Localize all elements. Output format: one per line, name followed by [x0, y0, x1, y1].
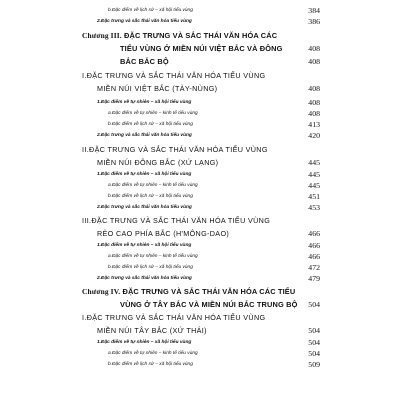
toc-chapter-entry [0, 285, 400, 298]
toc-entry-title: 1.Đặc điểm về tự nhiên – xã hội tiểu vùng [97, 100, 192, 105]
toc-chapter-entry [0, 29, 400, 42]
toc-entry-title: 1.Đặc điểm về tự nhiên – xã hội tiểu vùng [97, 243, 192, 248]
toc-page-number: 472 [308, 263, 320, 272]
toc-entry-title: b.Đặc điểm về lịch sử – xã hội tiểu vùng [108, 122, 193, 127]
toc-chapter-heading [82, 29, 277, 42]
toc-page-number: 466 [308, 241, 320, 250]
toc-entry-title: MIỀN NÚI TÂY BẮC (XỨ THÁI) [97, 326, 207, 335]
toc-page-number: 420 [308, 131, 320, 140]
toc-page-number: 445 [308, 158, 320, 167]
toc-chapter-entry-continued [0, 42, 400, 55]
toc-chapter-title: ĐẶC TRƯNG VÀ SẮC THÁI VĂN HÓA CÁC TIỂU [120, 287, 296, 296]
toc-entry-title: TIỂU VÙNG Ở MIỀN NÚI VIỆT BẮC VÀ ĐÔNG [120, 44, 283, 53]
toc-entry-title: 2.Đặc trưng và sắc thái văn hóa tiểu vùng [97, 205, 192, 210]
toc-page-number: 504 [308, 300, 320, 309]
toc-page-number: 466 [308, 252, 320, 261]
toc-entry-title: VÙNG Ở TÂY BẮC VÀ MIỀN NÚI BẮC TRUNG BỘ [120, 300, 298, 309]
toc-page-number: 466 [308, 229, 320, 238]
toc-page-number: 445 [308, 181, 320, 190]
toc-page-number: 408 [308, 57, 320, 66]
toc-page-number: 479 [308, 274, 320, 283]
toc-entry-title: I.ĐẶC TRƯNG VÀ SẮC THÁI VĂN HÓA TIỂU VÙNG [82, 71, 266, 80]
toc-subsection-entry [0, 129, 400, 142]
toc-subsection-entry [0, 15, 400, 28]
toc-page-number: 386 [308, 17, 320, 26]
toc-entry-title: 2.Đặc trưng và sắc thái văn hóa tiểu vùng [97, 276, 192, 281]
toc-section-entry [0, 214, 400, 227]
toc-entry-title: 2.Đặc trưng và sắc thái văn hóa tiểu vùng [97, 133, 192, 138]
toc-page-number: 509 [308, 360, 320, 369]
toc-entry-title: BẮC BẮC BỘ [120, 57, 169, 66]
toc-chapter-label: Chương IV. [82, 287, 121, 296]
toc-entry-title: a.Đặc điểm về tự nhiên – kinh tế tiểu vùng [108, 351, 198, 356]
toc-chapter-label: Chương III. [82, 31, 122, 40]
toc-page-number: 453 [308, 203, 320, 212]
toc-entry-title: b.Đặc điểm về lịch sử – xã hội tiểu vùng [108, 362, 193, 367]
toc-page-number: 408 [308, 44, 320, 53]
toc-page-number: 504 [308, 326, 320, 335]
toc-chapter-entry-continued [0, 55, 400, 68]
toc-entry-title: b.Đặc điểm về lịch sử – xã hội tiểu vùng [108, 265, 193, 270]
toc-subsection-entry [0, 201, 400, 214]
toc-entry-title: b.Đặc điểm về lịch sử – xã hội tiểu vùng [108, 194, 193, 199]
toc-entry-title: a.Đặc điểm về tự nhiên – kinh tế tiểu vùng [108, 183, 198, 188]
toc-page-number: 384 [308, 6, 320, 15]
toc-entry-title: a.Đặc điểm về tự nhiên – kinh tế tiểu vùng [108, 254, 198, 259]
toc-page-number: 504 [308, 338, 320, 347]
toc-chapter-heading [82, 285, 295, 298]
toc-page-number: 504 [308, 349, 320, 358]
toc-entry-title: II.ĐẶC TRƯNG VÀ SẮC THÁI VĂN HÓA TIỂU VÙNG [82, 145, 268, 154]
toc-entry-title: b.Đặc điểm về lịch sử – xã hội tiểu vùng [108, 8, 193, 13]
toc-subsection-entry [0, 272, 400, 285]
toc-entry-title: RẺO CAO PHÍA BẮC (H'MÔNG-DAO) [97, 229, 230, 238]
toc-page-number: 408 [308, 109, 320, 118]
toc-page-number: 408 [308, 84, 320, 93]
toc-entry-title: a.Đặc điểm về tự nhiên – kinh tế tiểu vùng [108, 111, 198, 116]
toc-entry-title: 1.Đặc điểm về tự nhiên – xã hội tiểu vùng [97, 172, 192, 177]
toc-entry-title: III.ĐẶC TRƯNG VÀ SẮC THÁI VĂN HÓA TIỂU VÙNG [82, 216, 271, 225]
toc-chapter-entry-continued [0, 298, 400, 311]
toc-section-entry [0, 143, 400, 156]
toc-section-entry [0, 69, 400, 82]
toc-entry-title: I.ĐẶC TRƯNG VÀ SẮC THÁI VĂN HÓA TIỂU VÙNG [82, 313, 266, 322]
toc-entry-title: 1.Đặc điểm về tự nhiên – xã hội tiểu vùng [97, 340, 192, 345]
toc-section-entry-continued [0, 82, 400, 95]
toc-page-number: 451 [308, 192, 320, 201]
toc-chapter-title: ĐẶC TRƯNG VÀ SẮC THÁI VĂN HÓA CÁC [121, 31, 278, 40]
toc-item-entry [0, 358, 400, 371]
toc-page-number: 408 [308, 98, 320, 107]
toc-section-entry [0, 311, 400, 324]
toc-page-number: 445 [308, 170, 320, 179]
toc-entry-title: 2.Đặc trưng và sắc thái văn hóa tiểu vùng [97, 19, 192, 24]
toc-entry-title: MIỀN NÚI ĐÔNG BẮC (XỨ LẠNG) [97, 158, 219, 167]
toc-page-number: 413 [308, 120, 320, 129]
toc-entry-title: MIỀN NÚI VIỆT BẮC (TÀY-NÙNG) [97, 84, 218, 93]
